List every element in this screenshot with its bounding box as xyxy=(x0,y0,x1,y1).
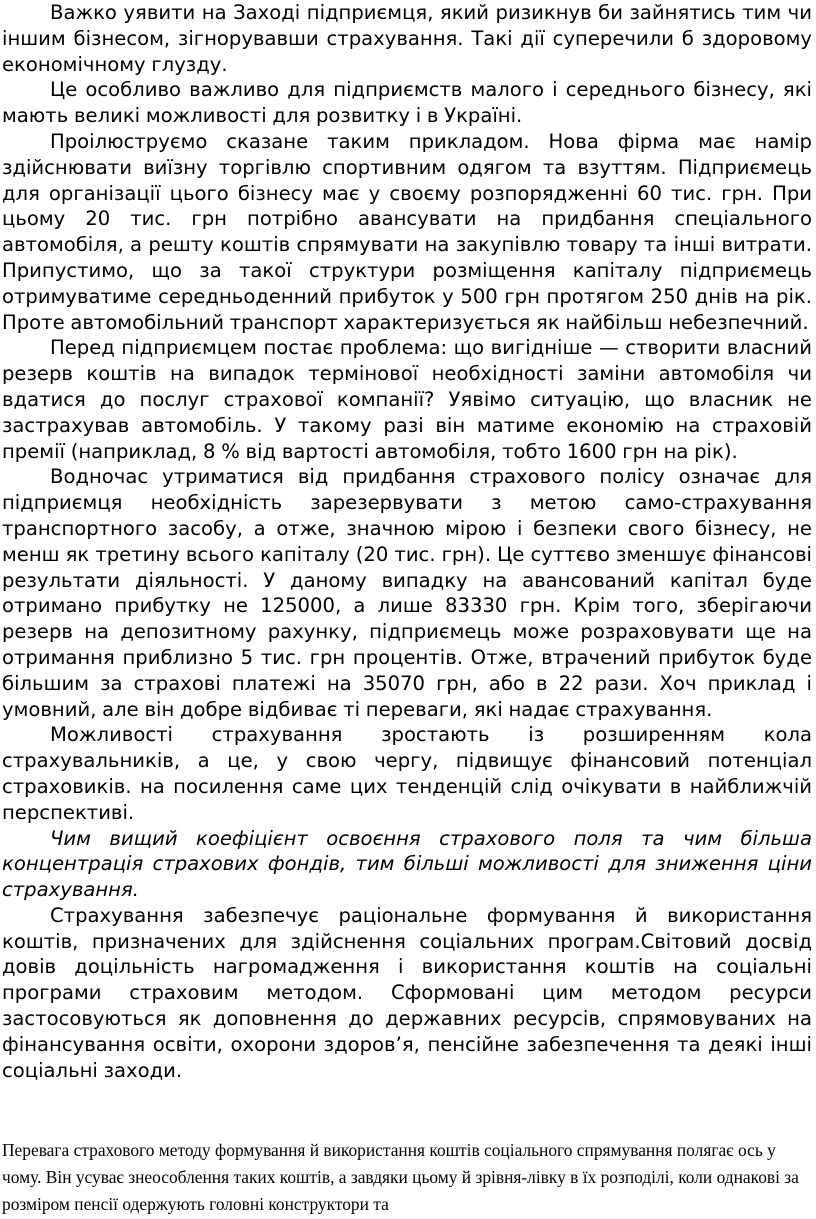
paragraph-insurance-growth: Можливості страхування зростають із розширенням кола страхувальників, а це, у свою чергу, підвищує фінансовий потенціал страховиків. на посилення саме цих тенденцій слід очікувати в найближчій перспективі. xyxy=(2,723,812,824)
paragraph-example-firm: Проілюструємо сказане таким прикладом. Нова фірма має намір здійснювати виїзну торгівлю спортивним одягом та взуттям. Підприємець для організації цього бізнесу має у своєму розпорядженні 60 тис. грн. При цьому 20 тис. грн потрібно авансувати на придбання спеціального автомобіля, а решту коштів спрямувати на закупівлю товару та інші витрати. Припустимо, що за такої структури розміщення капіталу підприємець отримуватиме середньоденний прибуток у 500 грн протягом 250 днів на рік. Проте автомобільний транспорт характеризується як найбільш небезпечний. xyxy=(2,129,812,334)
paragraph-self-insurance: Водночас утриматися від придбання страхового полісу означає для підприємця необхідність зарезервувати з метою само-страхування транспортного засобу, а отже, значною мірою і безпеки свого бізнесу, не менш як третину всього капіталу (20 тис. грн). Це суттєво зменшує фінансові результати діяльності. У даному випадку на авансований капітал буде отримано прибутку не 125000, а лише 83330 грн. Крім того, зберігаючи резерв на депозитному рахунку, підприємець може розраховувати ще на отримання приблизно 5 тис. грн процентів. Отже, втрачений прибуток буде більшим за страхові платежі на 35070 грн, або в 22 рази. Хоч приклад і умовний, але він добре відбиває ті переваги, які надає страхування. xyxy=(2,465,812,721)
paragraph-method-advantage: Перевага страхового методу формування й використання коштів соціального спрямування полягає ось у чому. Він усуває знеособлення таких коштів, а завдяки цьому й зрівня-лівку в їх розподілі, коли однакові за розміром пенсії одержують головні конструктори та xyxy=(2,1140,799,1214)
document-tail xyxy=(2,1137,812,1218)
paragraph-social-programs: Страхування забезпечує раціональне формування й використання коштів, призначених для здійснення соціальних програм.Світовий досвід довів доцільність нагромадження і використання коштів на соціальні програми страховим методом. Сформовані цим методом ресурси застосовуються як доповнення до державних ресурсів, спрямовуваних на фінансування освіти, охорони здоров’я, пенсійне забезпечення та деякі інші соціальні заходи. xyxy=(2,903,812,1082)
paragraph-small-business: Це особливо важливо для підприємств малого і середнього бізнесу, які мають великі можливості для розвитку і в Україні. xyxy=(2,78,812,128)
paragraph-italic-thesis: Чим вищий коефіцієнт освоєння страхового поля та чим більша концентрація страхових фондів, тим більші можливості для зниження ціни страхування. xyxy=(2,826,812,902)
document-body xyxy=(2,0,812,1083)
paragraph-west-entrepreneur: Важко уявити на Заході підприємця, який ризикнув би зайнятись тим чи іншим бізнесом, зігнорувавши страхування. Такі дії суперечили б здоровому економічному глузду. xyxy=(2,1,812,76)
paragraph-reserve-problem: Перед підприємцем постає проблема: що вигідніше — створити власний резерв коштів на випадок термінової необхідності заміни автомобіля чи вдатися до послуг страхової компанії? Уявімо ситуацію, що власник не застрахував автомобіль. У такому разі він матиме економію на страховій премії (наприклад, 8 % від вартості автомобіля, тобто 1600 грн на рік). xyxy=(2,336,812,463)
